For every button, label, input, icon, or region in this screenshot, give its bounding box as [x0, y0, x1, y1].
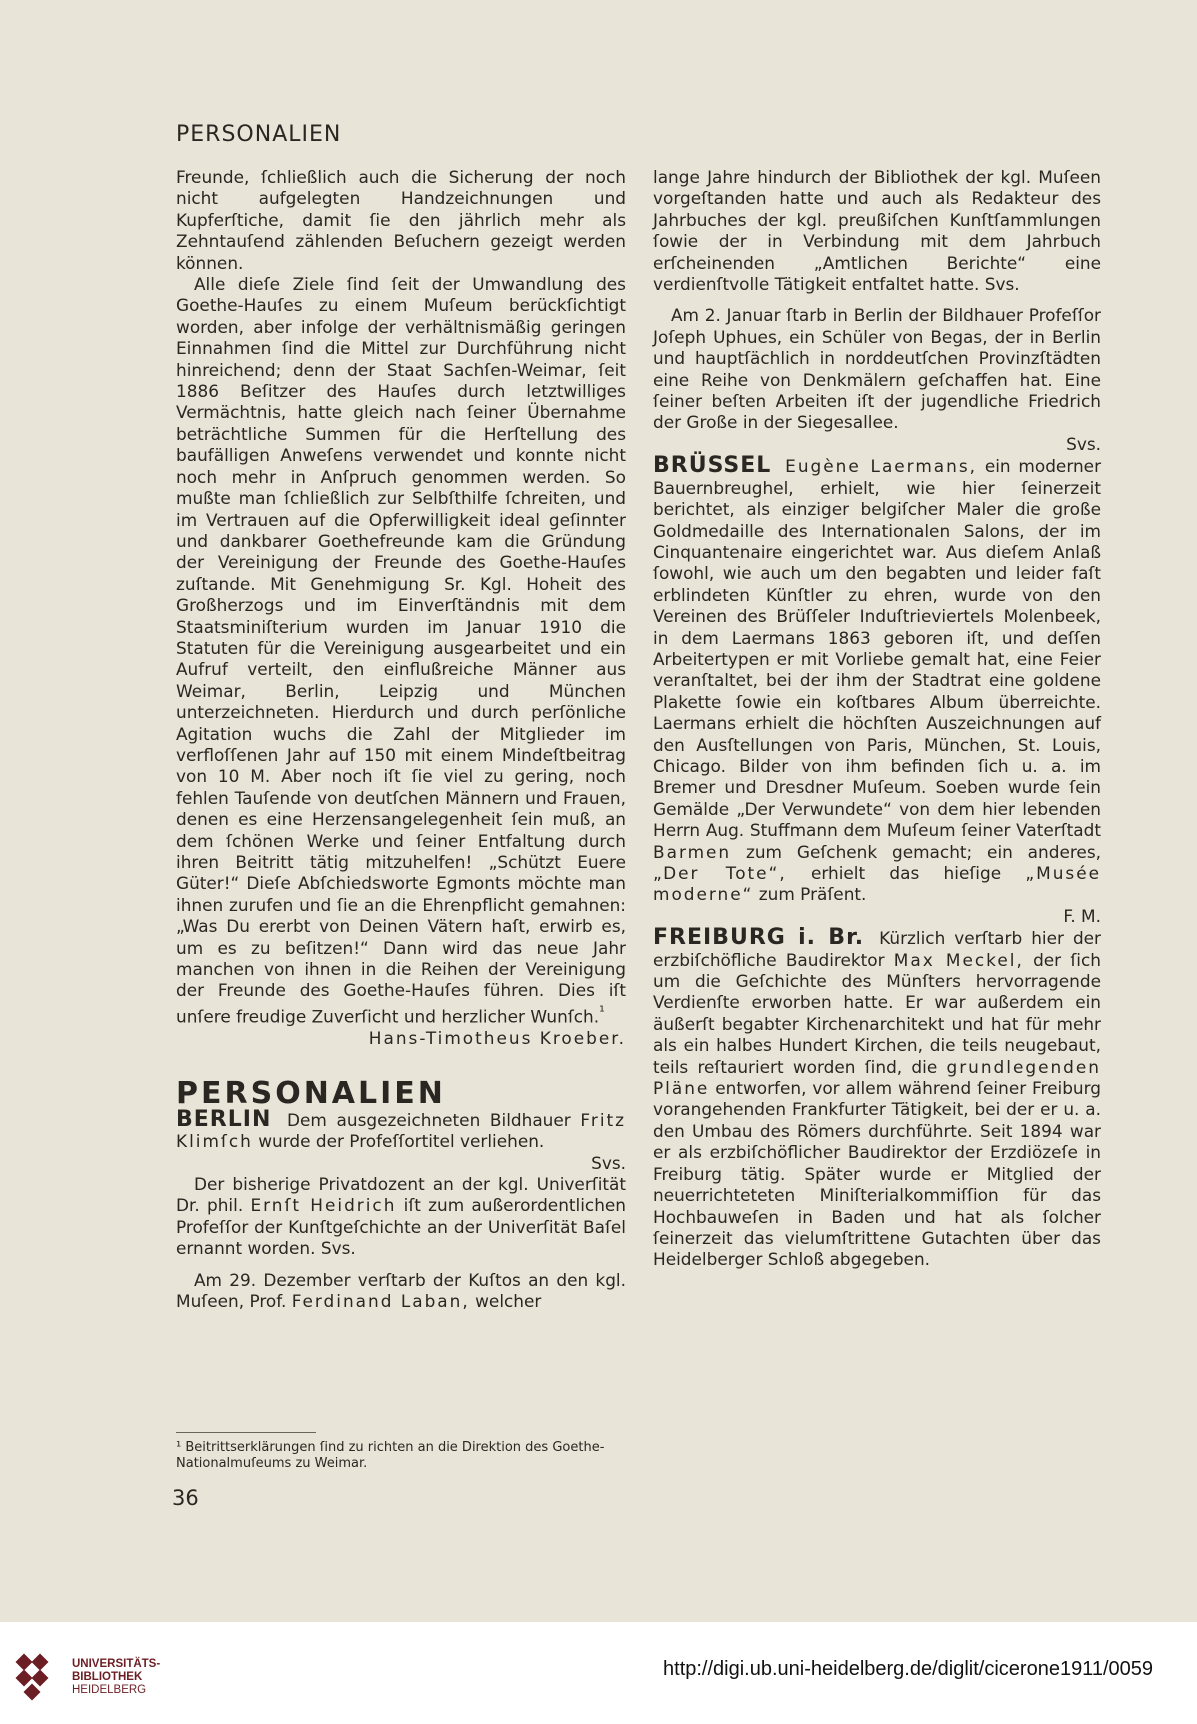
item-text: der ſich um die Geſchichte des Münſters hervorragende Verdienſte erworben hatte. Er war außerdem ein äußerſt begabter Kirchenarchitekt und hat für mehr als ein halbes Hundert Kirchen, die teils neugebaut, teils reſtauriert worden ſind, die — [653, 949, 1101, 1077]
footnote-mark: ¹ — [599, 1003, 605, 1020]
news-item-brussel — [653, 455, 1101, 906]
item-text: zum Präſent. — [758, 884, 867, 905]
signature: Svs. — [320, 1238, 356, 1259]
item-text: entworfen, vor allem während ſeiner Freiburg vorangehenden Frankfurter Tätigkeit, bei der er u. a. den Umbau des Römers durchführte. Seit 1894 war er als erzbiſchöflicher Baudirektor der Erzdiözeſe in Freiburg tätig. Später wurde er Mitglied der neuerrichteteten Miniſterialkommiſſion für das Hochbauweſen in Baden und hat als ſolcher ſeinerzeit das vielumſtrittene Gutachten über das Heidelberger Schloß abgegeben. — [653, 1078, 1101, 1270]
person-name: Ernſt Heidrich — [250, 1195, 397, 1216]
item-text: wurde der Profeſſortitel verliehen. — [258, 1131, 545, 1152]
footer-bar — [0, 1622, 1197, 1724]
library-name-line: HEIDELBERG — [72, 1684, 147, 1696]
paragraph-text: Alle dieſe Ziele ſind ſeit der Umwandlung des Goethe-Hauſes zu einem Muſeum berückſichtigt worden, aber infolge der verhältnismäßig geringen Einnahmen ſind die Mittel zur Durchführung nicht hinreichend; denn der Staat Sachſen-Weimar, ſeit 1886 Beſitzer des Hauſes durch letztwilliges Vermächtnis, hatte gleich nach ſeiner Übernahme beträchtliche Summen für die Herſtellung des baufälligen Anweſens verwendet und konnte nicht noch mehr in Anſpruch genommen werden. So mußte man ſchließlich zur Selbſthilfe ſchreiten, und im Vertrauen auf die Opferwilligkeit ideal geſinnter und dankbarer Goethefreunde kam die Gründung der Vereinigung der Freunde des Goethe-Hauſes zuſtande. Mit Genehmigung Sr. Kgl. Hoheit des Großherzogs und im Einverſtändnis mit dem Staatsminiſterium wurden im Januar 1910 die Statuten für die Vereinigung ausgearbeitet und ein Aufruf verteilt, den einflußreiche Männer aus Weimar, Berlin, Leipzig und München unterzeichneten. Hierdurch und durch perſönliche Agitation wuchs die Zahl der Mitglieder im verfloſſenen Jahr auf 150 mit einem Mindeſtbeitrag von 10 M. Aber noch iſt ſie viel zu gering, noch fehlen Tauſende von deutſchen Männern und Frauen, denen es eine Herzensangelegenheit ſein muß, an dem ſchönen Werke und ſeiner Entfaltung durch ihren Beitritt tätig mitzuhelfen! „Schützt Euere Güter!“ Dieſe Abſchiedsworte Egmonts möchte man ihnen zurufen und ſie an die Ehrenpflicht gemahnen: „Was Du ererbt von Deinen Vätern haſt, erwirb es, um es zu beſitzen!“ Dann wird das neue Jahr manchen von ihnen in die Reihen der Vereinigung der Freunde des Goethe-Hauſes führen. Dies iſt unſere freudige Zuverſicht und herzlicher Wunſch. — [176, 274, 626, 1027]
permalink-url[interactable]: http://digi.ub.uni-heidelberg.de/diglit/cicerone1911/0059 — [663, 1658, 1153, 1680]
person-name: Eugène Laermans, — [785, 456, 978, 477]
item-text: erhielt das hieſige — [810, 863, 1002, 883]
item-text: Am 29. Dezember verſtarb der Kuſtos an den kgl. Muſeen, Prof. — [176, 1269, 626, 1311]
signature: Svs. — [984, 274, 1020, 295]
item-text: Kürzlich verſtarb hier der erzbiſchöfliche Baudirektor — [653, 928, 1101, 970]
left-column — [176, 167, 626, 1312]
paragraph — [653, 305, 1101, 433]
library-name-line: UNIVERSITÄTS- — [72, 1658, 161, 1670]
section-title: PERSONALIEN — [176, 1076, 446, 1112]
city-heading: BRÜSSEL — [653, 453, 772, 479]
emphasis: „Der Tote“, — [653, 863, 787, 883]
library-name — [72, 1658, 160, 1697]
emphasis: grundlegenden Pläne — [653, 1056, 1101, 1099]
footnote-divider — [176, 1432, 316, 1433]
item-text: ein moderner Bauernbreughel, erhielt, wie hier ſeinerzeit berichtet, als einziger belgiſcher Maler die große Goldmedaille des Internationalen Salons, der im Cinquantenaire eingerichtet war. Aus dieſem Anlaß ſowohl, wie auch um den begabten und leider faſt erblindeten Künſtler zu ehren, wurde von den Vereinen des Brüſſeler Induſtrieviertels Molenbeek, in dem Laermans 1863 geboren iſt, und deſſen Arbeitertypen er mit Vorliebe gemalt hat, eine Feier veranſtaltet, bei der ihm der Stadtrat eine goldene Plakette ſowie ein koſtbares Album überreichte. Laermans erhielt die höchſten Auszeichnungen auf den Ausſtellungen von Paris, München, St. Louis, Chicago. Bilder von ihm befinden ſich u. a. im Bremer und Dresdner Muſeum. Soeben wurde ſein Gemälde „Der Verwundete“ von dem hier lebenden Herrn Aug. Stuffmann dem Muſeum ſeiner Vaterſtadt — [653, 456, 1102, 841]
emphasis: Barmen — [653, 841, 732, 862]
item-text: Dem ausgezeichneten Bildhauer — [287, 1109, 571, 1130]
author-signature — [176, 1028, 626, 1049]
paragraph — [653, 167, 1101, 295]
paragraph — [176, 1174, 626, 1260]
item-text: iſt zum außerordentlichen Profeſſor der Kunſtgeſchichte an der Univerſität Baſel ernannt worden. — [176, 1195, 626, 1259]
item-text: zum Geſchenk gemacht; ein anderes, — [745, 841, 1101, 862]
paragraph — [176, 274, 626, 1028]
item-text: Am 2. Januar ſtarb in Berlin der Bildhauer Profeſſor Joſeph Uphues, ein Schüler von Begas, der in Berlin und hauptſächlich in norddeutſchen Provinzſtädten eine Reihe von Denkmälern geſchaffen hat. Eine ſeiner beſten Arbeiten iſt der jugendliche Friedrich der Große in der Siegesallee. — [653, 305, 1101, 433]
author-name: Hans-Timotheus Kroeber. — [368, 1027, 626, 1048]
paragraph: Freunde, ſchließlich auch die Sicherung der noch nicht aufgelegten Handzeichnungen und Kupferſtiche, damit ſie den jährlich mehr als Zehntauſend zählenden Beſuchern gezeigt werden können. — [176, 167, 626, 273]
library-logo-icon — [14, 1650, 66, 1702]
emphasis: „Musée moderne“ — [653, 863, 1101, 905]
item-text: lange Jahre hindurch der Bibliothek der kgl. Muſeen vorgeſtanden hatte und auch als Redakteur des Jahrbuches der kgl. preußiſchen Kunſtſammlungen ſowie der in Verbindung mit dem Jahrbuch erſcheinenden „Amtlichen Berichte“ eine verdienſtvolle Tätigkeit entfaltet hatte. — [653, 167, 1101, 295]
city-heading: BERLIN — [176, 1106, 272, 1132]
paragraph — [176, 1270, 626, 1313]
signature: Svs. — [1066, 433, 1101, 454]
item-text: welcher — [475, 1290, 542, 1311]
item-text: Der bisherige Privatdozent an der kgl. Univerſität Dr. phil. — [176, 1173, 626, 1216]
signature: F. M. — [1063, 905, 1101, 926]
person-name: Fritz Klimſch — [176, 1109, 627, 1152]
person-name: Max Meckel, — [893, 949, 1024, 970]
right-column — [653, 167, 1101, 1271]
news-item-berlin — [176, 1106, 627, 1153]
news-item-freiburg — [653, 927, 1101, 1271]
city-heading: FREIBURG i. Br. — [653, 925, 865, 951]
signature: Svs. — [591, 1152, 626, 1173]
page-number: 36 — [172, 1486, 199, 1510]
library-name-line: BIBLIOTHEK — [72, 1671, 143, 1683]
footnote: ¹ Beitrittserklärungen ſind zu richten an die Direktion des Goethe-Nationalmuſeums zu Weimar. — [176, 1440, 605, 1471]
person-name: Ferdinand Laban, — [291, 1290, 470, 1311]
running-head: PERSONALIEN — [176, 122, 342, 147]
